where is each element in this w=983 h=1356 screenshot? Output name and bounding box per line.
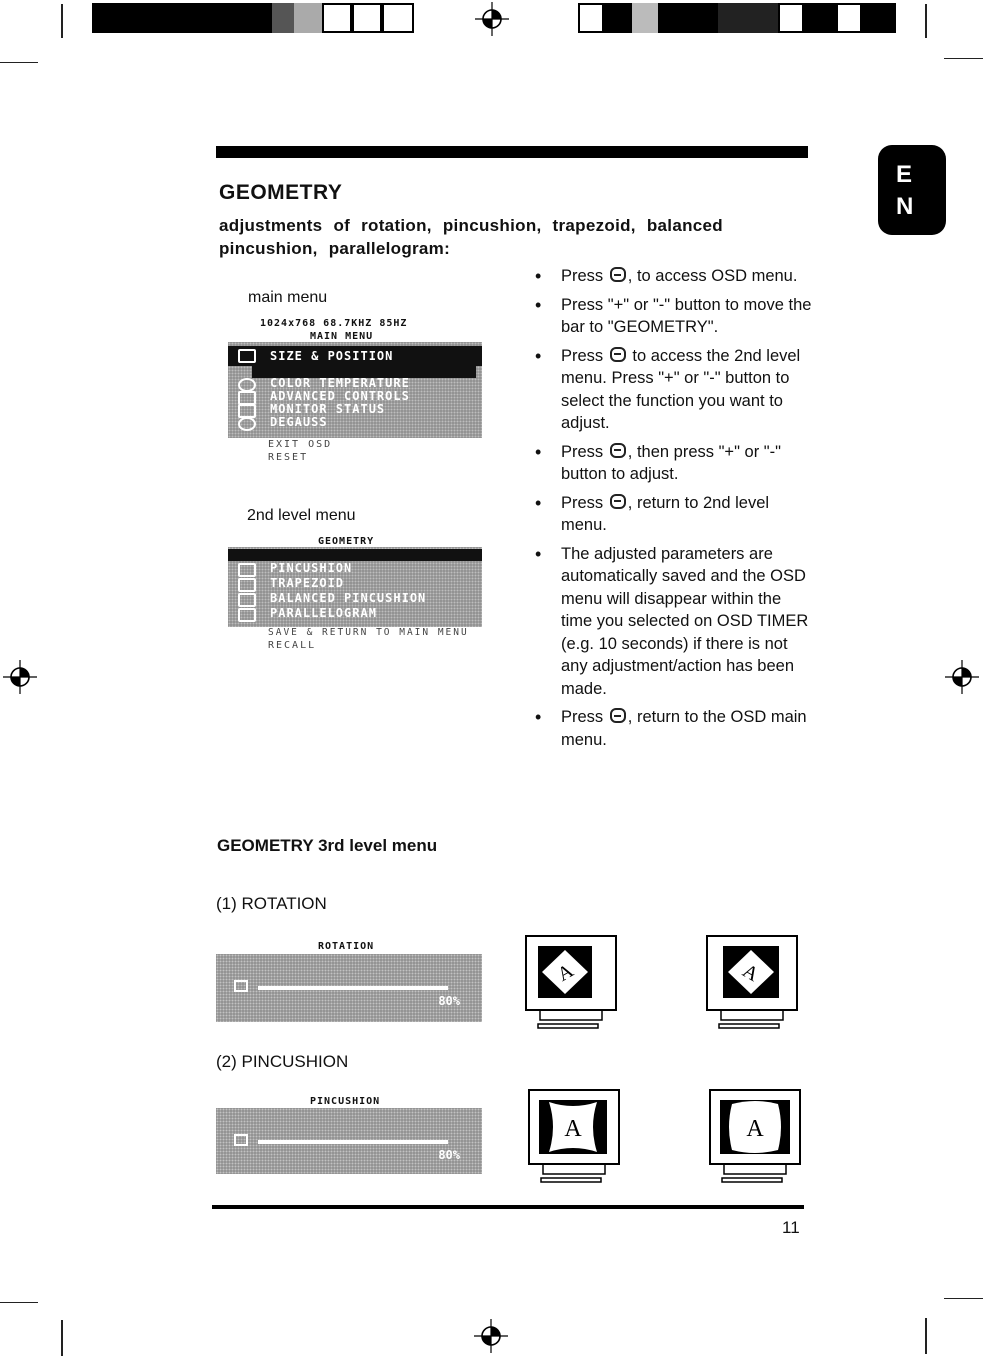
osd-menu-item: MONITOR STATUS [228, 401, 482, 417]
language-tab-letter: E [896, 161, 913, 188]
crop-mark [944, 58, 983, 59]
main-menu-caption: main menu [248, 289, 328, 306]
crop-mark [0, 62, 38, 63]
osd-menu-item: COLOR TEMPERATURE [228, 375, 482, 391]
osd-main-heading: MAIN MENU [310, 331, 374, 342]
second-menu-caption: 2nd level menu [247, 507, 356, 524]
crop-mark [944, 1298, 983, 1299]
osd-recall: RECALL [268, 640, 317, 651]
monitor-letter: A [746, 1116, 764, 1142]
rotation-slider-fill [258, 986, 410, 990]
menu-button-icon [610, 708, 626, 723]
pincushion-slider-fill [258, 1140, 410, 1144]
pincushion-slider-track [258, 1140, 448, 1144]
menu-button-icon [610, 443, 626, 458]
osd-menu-item: PINCUSHION [228, 560, 482, 576]
pincushion-caption: (2) PINCUSHION [216, 1052, 349, 1071]
menu-button-icon [610, 494, 626, 509]
osd-exit: EXIT OSD [268, 439, 333, 450]
rotation-slider-track [258, 986, 448, 990]
osd-geometry-heading: GEOMETRY [318, 536, 375, 547]
instruction-item: • The adjusted parameters are automatically saved and the OSD menu will disappear within the time you selected on OSD TIMER (e.g. 10 seconds) if there is not any adjustment/action has been made. [535, 543, 815, 701]
monitor-letter: A [553, 959, 578, 987]
calibration-bar-right [578, 3, 896, 33]
third-level-heading: GEOMETRY 3rd level menu [217, 836, 438, 855]
registration-target-icon [3, 660, 37, 694]
instruction-item: • Press , to access OSD menu. [535, 265, 815, 288]
instruction-list [535, 265, 815, 757]
calibration-bar-left [92, 3, 414, 33]
instruction-item: • Press , return to 2nd level menu. [535, 492, 815, 537]
pincushion-value: 80% [438, 1148, 460, 1162]
osd-reset: RESET [268, 452, 309, 463]
registration-target-icon [945, 660, 979, 694]
rotation-slider[interactable] [216, 954, 482, 1022]
monitor-pincushion-outward-icon [708, 1088, 804, 1184]
osd-rotation-title: ROTATION [318, 941, 375, 952]
section-subtitle: adjustments of rotation, pincushion, trapezoid, balanced pincushion, parallelogram: [219, 216, 723, 258]
monitor-letter: A [738, 959, 763, 987]
crop-mark [0, 1302, 38, 1303]
osd-pincushion-title: PINCUSHION [310, 1096, 381, 1107]
instruction-item: • Press to access the 2nd level menu. Press "+" or "-" button to select the function you want to adjust. [535, 345, 815, 435]
rotation-caption: (1) ROTATION [216, 894, 327, 913]
osd-main-menu [228, 342, 482, 438]
language-tab [878, 145, 946, 235]
crop-mark [925, 1318, 927, 1354]
osd-resolution: 1024x768 68.7KHZ 85HZ [260, 318, 408, 329]
monitor-rotated-right-icon [705, 934, 801, 1030]
osd-menu-item: SIZE & POSITION [228, 346, 482, 366]
bottom-rule [212, 1205, 804, 1209]
osd-menu-item: DEGAUSS [228, 414, 482, 430]
page-number: 11 [782, 1218, 800, 1237]
registration-target-icon [475, 2, 509, 36]
osd-menu-item: TRAPEZOID [228, 575, 482, 591]
monitor-rotated-left-icon [524, 934, 620, 1030]
osd-second-menu [228, 547, 482, 627]
rotation-icon [234, 980, 248, 992]
section-title: GEOMETRY [219, 181, 343, 204]
pincushion-slider[interactable] [216, 1108, 482, 1174]
instruction-item: • Press , then press "+" or "-" button to adjust. [535, 441, 815, 486]
osd-menu-item: ADVANCED CONTROLS [228, 388, 482, 404]
language-tab-letter: N [896, 193, 914, 220]
monitor-pincushion-inward-icon [527, 1088, 623, 1184]
osd-menu-item: PARALLELOGRAM [228, 605, 482, 621]
instruction-item: • Press , return to the OSD main menu. [535, 706, 815, 751]
crop-mark [925, 4, 927, 38]
osd-menu-item: BALANCED PINCUSHION [228, 590, 482, 606]
crop-mark [61, 4, 63, 38]
menu-button-icon [610, 267, 626, 282]
instruction-item: • Press "+" or "-" button to move the bar to "GEOMETRY". [535, 294, 815, 339]
top-rule [216, 146, 808, 158]
crop-mark [61, 1320, 63, 1356]
pincushion-icon [234, 1134, 248, 1146]
menu-button-icon [610, 347, 626, 362]
osd-save-return: SAVE & RETURN TO MAIN MENU [268, 627, 469, 638]
monitor-letter: A [564, 1116, 582, 1142]
rotation-value: 80% [438, 994, 460, 1008]
registration-target-icon [474, 1319, 508, 1353]
